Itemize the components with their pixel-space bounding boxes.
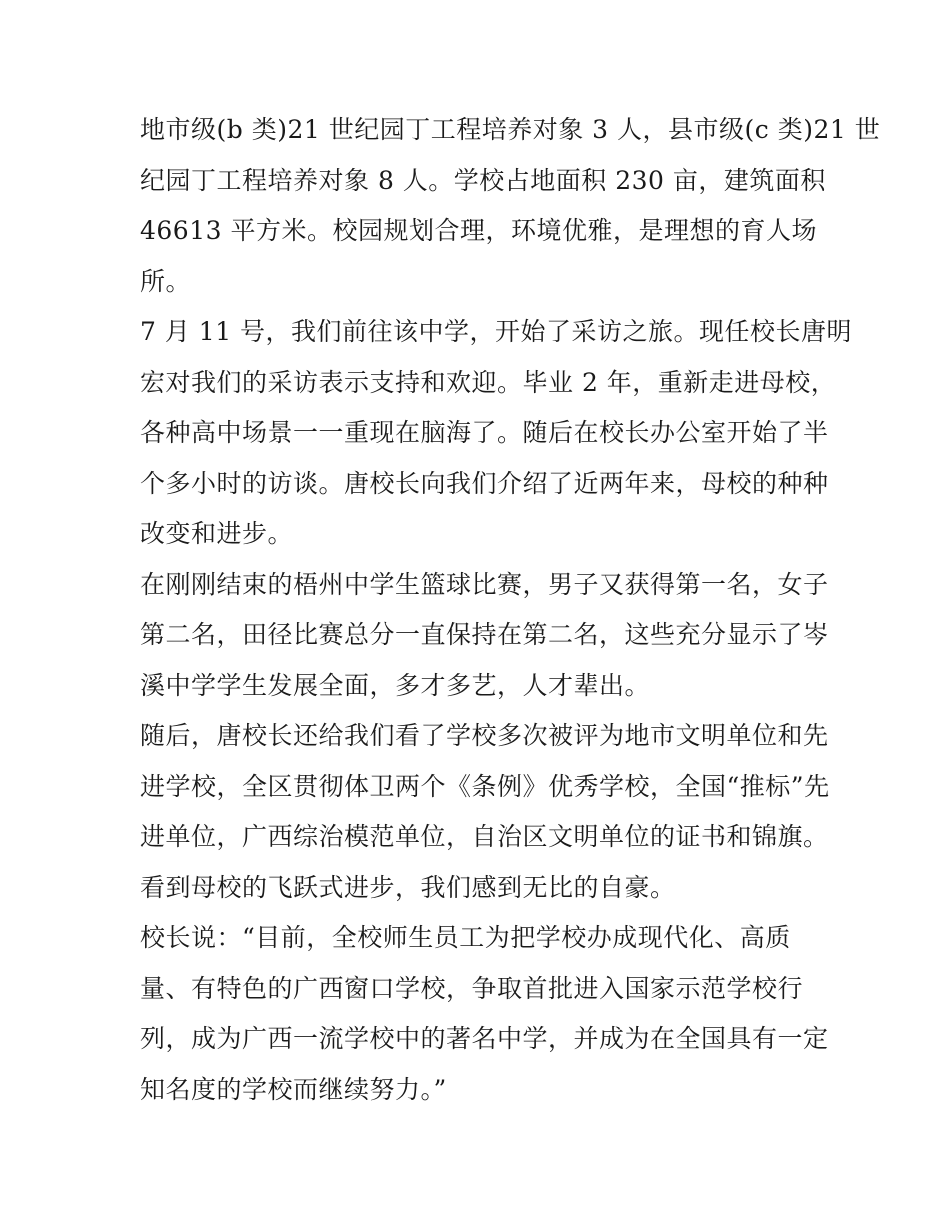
text-line-15: 进单位，广西综治模范单位，自治区文明单位的证书和锦旗。	[140, 822, 829, 851]
text-line-13: 随后，唐校长还给我们看了学校多次被评为地市文明单位和先	[140, 721, 829, 750]
text-line-11: 第二名，田径比赛总分一直保持在第二名，这些充分显示了岑	[140, 620, 829, 649]
text-line-2: 纪园丁工程培养对象 8 人。学校占地面积 230 亩，建筑面积	[140, 166, 826, 195]
text-line-8: 个多小时的访谈。唐校长向我们介绍了近两年来，母校的种种	[140, 469, 829, 498]
text-line-20: 知名度的学校而继续努力。”	[140, 1075, 447, 1104]
text-line-6: 宏对我们的采访表示支持和欢迎。毕业 2 年，重新走进母校，	[140, 368, 837, 397]
text-line-1: 地市级(b 类)21 世纪园丁工程培养对象 3 人，县市级(c 类)21 世	[140, 115, 881, 144]
text-line-16: 看到母校的飞跃式进步，我们感到无比的自豪。	[140, 873, 676, 902]
text-line-17: 校长说：“目前，全校师生员工为把学校办成现代化、高质	[140, 923, 791, 952]
text-line-10: 在刚刚结束的梧州中学生篮球比赛，男子又获得第一名，女子	[140, 570, 829, 599]
text-line-5: 7 月 11 号，我们前往该中学，开始了采访之旅。现任校长唐明	[140, 317, 853, 346]
text-line-4: 所。	[140, 267, 192, 296]
text-line-12: 溪中学学生发展全面，多才多艺，人才辈出。	[140, 671, 651, 700]
text-line-9: 改变和进步。	[140, 519, 294, 548]
text-line-7: 各种高中场景一一重现在脑海了。随后在校长办公室开始了半	[140, 418, 829, 447]
text-line-19: 列，成为广西一流学校中的著名中学，并成为在全国具有一定	[140, 1024, 829, 1053]
text-line-18: 量、有特色的广西窗口学校，争取首批进入国家示范学校行	[140, 974, 804, 1003]
text-line-3: 46613 平方米。校园规划合理，环境优雅，是理想的育人场	[140, 216, 817, 245]
text-line-14: 进学校，全区贯彻体卫两个《条例》优秀学校，全国“推标”先	[140, 772, 830, 801]
